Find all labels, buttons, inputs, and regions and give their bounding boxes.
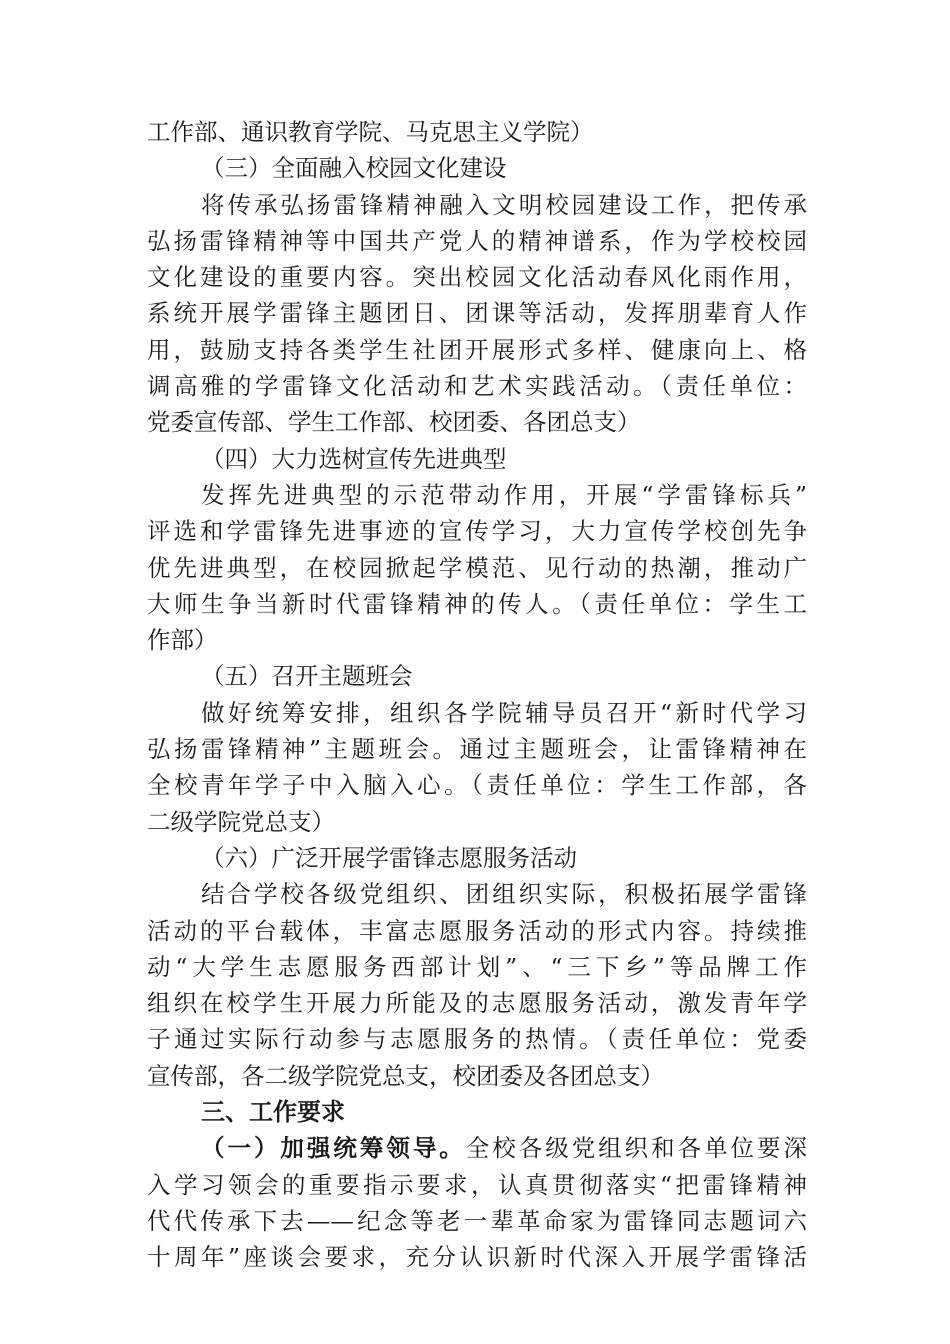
text-line: 工作部、通识教育学院、马克思主义学院） [147,118,594,146]
text-line: 弘扬雷锋精神”主题班会。通过主题班会，让雷锋精神在 [147,735,807,764]
text-line: 将传承弘扬雷锋精神融入文明校园建设工作，把传承 [201,190,807,219]
subsection-heading: （六）广泛开展学雷锋志愿服务活动 [201,843,577,872]
text-line: 子通过实际行动参与志愿服务的热情。（责任单位：党委 [147,1025,807,1054]
text-line-bold-lead [147,1130,807,1166]
text-line: 全校青年学子中入脑入心。（责任单位：学生工作部，各 [147,771,807,800]
text-line: 宣传部，各二级学院党总支，校团委及各团总支） [147,1061,664,1090]
text-line: 评选和学雷锋先进事迹的宣传学习，大力宣传学校创先争 [147,517,807,546]
text-line: 系统开展学雷锋主题团日、团课等活动，发挥朋辈育人作 [147,299,807,328]
lead-rest: 全校各级党组织和各单位要深 [465,1134,807,1163]
text-line: 做好统筹安排，组织各学院辅导员召开“新时代学习 [201,698,807,727]
text-line: 二级学院党总支） [147,807,335,836]
text-line: 入学习领会的重要指示要求，认真贯彻落实“把雷锋精神 [147,1170,807,1199]
text-line: 发挥先进典型的示范带动作用，开展“学雷锋标兵” [201,480,807,509]
text-line: 组织在校学生开展力所能及的志愿服务活动，激发青年学 [147,989,807,1018]
text-line: 作部） [147,626,218,655]
text-line: 十周年”座谈会要求，充分认识新时代深入开展学雷锋活 [147,1243,807,1272]
subsection-heading: （四）大力选树宣传先进典型 [201,444,507,473]
section-heading: 三、工作要求 [201,1098,345,1127]
text-line: 代代传承下去——纪念等老一辈革命家为雷锋同志题词六 [147,1206,807,1235]
text-line: 文化建设的重要内容。突出校园文化活动春风化雨作用， [147,263,807,292]
text-line: 用，鼓励支持各类学生社团开展形式多样、健康向上、格 [147,335,807,364]
document-page [147,114,807,1276]
text-line: 动“大学生志愿服务西部计划”、“三下乡”等品牌工作 [147,952,807,981]
text-line: 弘扬雷锋精神等中国共产党人的精神谱系，作为学校校园 [147,226,807,255]
text-line: 党委宣传部、学生工作部、校团委、各团总支） [147,408,641,437]
text-line: 结合学校各级党组织、团组织实际，积极拓展学雷锋 [201,880,807,909]
text-line: 优先进典型，在校园掀起学模范、见行动的热潮，推动广 [147,553,807,582]
subsection-heading: （五）召开主题班会 [201,662,413,691]
text-line: 大师生争当新时代雷锋精神的传人。（责任单位：学生工 [147,589,807,618]
text-line: 调高雅的学雷锋文化活动和艺术实践活动。（责任单位： [147,372,807,401]
bold-lead: （一）加强统筹领导。 [201,1134,466,1163]
subsection-heading: （三）全面融入校园文化建设 [201,154,507,183]
text-line: 活动的平台载体，丰富志愿服务活动的形式内容。持续推 [147,916,807,945]
